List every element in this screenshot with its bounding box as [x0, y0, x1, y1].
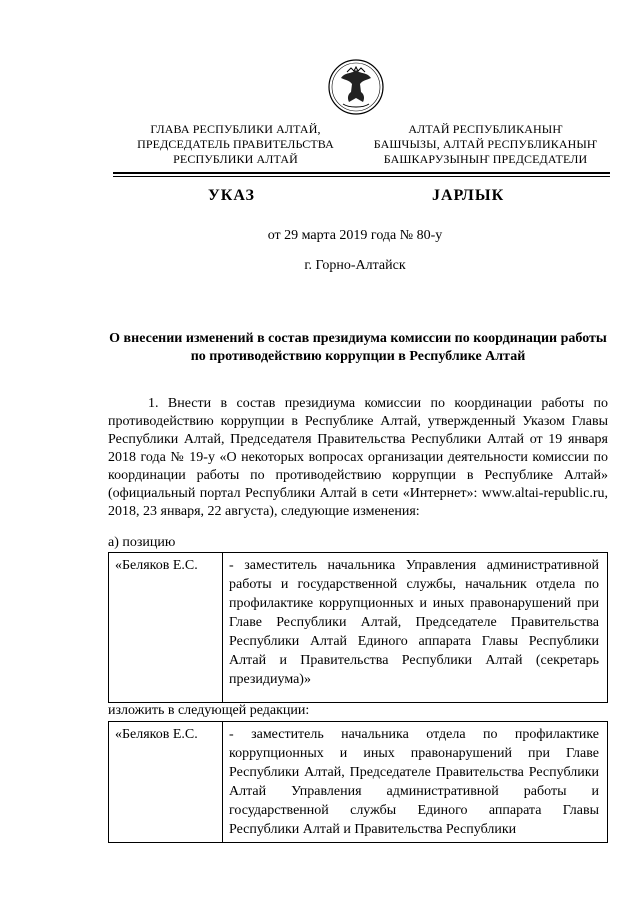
document-title-alt: JАРЛЫК [432, 187, 505, 204]
new-entry-table [108, 721, 608, 843]
header-right-line: БАШКАРУЗЫНЫҤ ПРЕДСЕДАТЕЛИ [383, 152, 588, 166]
document-subject: О внесении изменений в состав президиума комиссии по координации работы по противодействию коррупции в Республике Алтай [109, 331, 607, 364]
header-left-block [118, 122, 353, 167]
header-right-block [363, 122, 608, 167]
city-line: г. Горно-Алтайск [304, 258, 406, 273]
header-divider-thick [113, 172, 610, 174]
header-right-line: БАШЧЫЗЫ, АЛТАЙ РЕСПУБЛИКАНЫҤ [373, 137, 598, 151]
coat-of-arms-emblem [327, 58, 385, 116]
edit-label: изложить в следующей редакции: [108, 703, 310, 718]
document-title-ru: УКАЗ [208, 187, 255, 204]
header-right-line: АЛТАЙ РЕСПУБЛИКАНЫҤ [408, 122, 563, 136]
header-left-line: РЕСПУБЛИКИ АЛТАЙ [173, 152, 298, 166]
old-entry-description: - заместитель начальника Управления административной работы и государственной службы, начальник отдела по профилактике коррупционных и иных правонарушений при Главе Республики Алтай, Председателе Правительства Республики Алтай Единого аппарата Главы Республики Алтай и Правительства Республики Алтай (секретарь президиума)» [229, 558, 599, 687]
table-column-divider [222, 553, 223, 702]
header-left-line: ГЛАВА РЕСПУБЛИКИ АЛТАЙ, [150, 122, 321, 136]
position-label: а) позицию [108, 535, 176, 550]
new-entry-name: «Беляков Е.С. [115, 727, 198, 742]
header-divider-thin [113, 176, 610, 177]
new-entry-description: - заместитель начальника отдела по профилактике коррупционных и иных правонарушений при Главе Республики Алтай, Председателе Правительства Республики Алтай Управления административной работы и государственной службы Единого аппарата Главы Республики Алтай и Правительства Республики [229, 727, 599, 837]
paragraph-1: 1. Внести в состав президиума комиссии по координации работы по противодействию коррупции в Республике Алтай, утвержденный Указом Главы Республики Алтай, Председателя Правительства Республики Алтай от 19 января 2018 года № 19-у «О некоторых вопросах организации деятельности комиссии по координации работы по противодействию коррупции в Республике Алтай» (официальный портал Республики Алтай в сети «Интернет»: www.altai-republic.ru, 2018, 23 января, 22 августа), следующие изменения: [108, 396, 608, 519]
date-line: от 29 марта 2019 года № 80-у [267, 228, 443, 243]
header-left-line: ПРЕДСЕДАТЕЛЬ ПРАВИТЕЛЬСТВА [137, 137, 334, 151]
old-entry-table [108, 552, 608, 703]
old-entry-name: «Беляков Е.С. [115, 558, 198, 573]
table-column-divider [222, 722, 223, 842]
